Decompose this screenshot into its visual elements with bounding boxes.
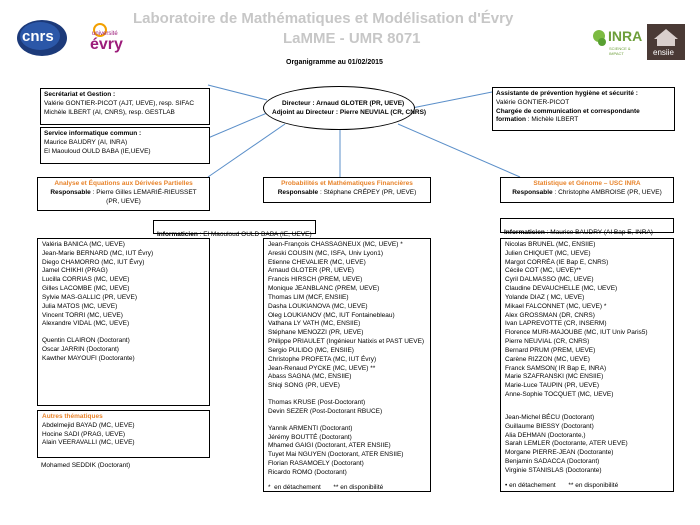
member: Vincent TORRI (MC, UEVE) [42, 311, 123, 319]
evry-logo: université évry [86, 20, 138, 60]
doctorant: Ricardo ROMO (Doctorant) [268, 468, 347, 476]
informaticien-left-box [153, 220, 316, 238]
autres-title: Autres thématiques [42, 413, 103, 420]
service-info-line: El Maouloud OULD BABA (IE,UEVE) [44, 147, 151, 155]
member: Carène RIZZON (MC, UEVE) [505, 355, 590, 363]
inra-logo: INRA SCIENCE & IMPACT [591, 24, 641, 58]
communication-name: : Michèle ILBERT [525, 116, 579, 124]
prevention-box [492, 87, 675, 131]
doctorant: Florian RASAMOELY (Doctorant) [268, 460, 364, 468]
informaticien-right-box [500, 218, 674, 236]
member: Nicolas BRUNEL (MC, ENSIIE) [505, 241, 596, 248]
member: Dasha LOUKIANOVA (MC, UEVE) [268, 302, 368, 310]
informaticien-right-label: Informaticien [504, 229, 545, 236]
doctorant: Jean-Michel BÉCU (Doctorant) [505, 413, 595, 421]
service-info-heading: Service informatique commun : [44, 130, 142, 137]
member: Jean-Renaud PYCKE (MC, UEVE) ** [268, 364, 376, 372]
member: Abdelmejid BAYAD (MC, UEVE) [42, 421, 135, 429]
doctorant: Quentin CLAIRON (Doctorant) [42, 337, 130, 345]
member: Julien CHIQUET (MC, UEVE) [505, 249, 591, 257]
secretariat-heading: Secrétariat et Gestion : [44, 91, 116, 98]
director-line: Directeur : Arnaud GLOTER (PR, UEVE) [282, 100, 405, 107]
member: Pierre NEUVIAL (CR, CNRS) [505, 338, 590, 346]
doctorant: Jérémy BOUTTÉ (Doctorant) [268, 433, 352, 441]
member: Philippe PRIAULET (Ingénieur Natixis et PAST UEVE) [268, 338, 425, 346]
autres-extra-member: Mohamed SEDDIK (Doctorant) [41, 462, 131, 469]
formation-label: formation [496, 116, 526, 124]
doctorant: Guillaume BIESSY (Doctorant) [505, 422, 594, 430]
member: Cécile COT (MC, UEVE)** [505, 267, 582, 275]
member: Claudine DEVAUCHELLE (MC, UEVE) [505, 285, 618, 293]
team-stat-box [500, 177, 674, 203]
team-proba-box [263, 177, 431, 203]
member: Anne-Sophie TOCQUET (MC, UEVE) [505, 391, 614, 399]
cnrs-logo: cnrs [16, 18, 68, 58]
member: Monique JEANBLANC (PREM, UEVE) [268, 285, 380, 293]
doctorant: Benjamin SADACCA (Doctorant) [505, 458, 600, 466]
doctorant: Morgane PIERRE-JEAN (Doctorante) [505, 449, 614, 457]
team-stat-resp: : Christophe AMBROISE (PR, UEVE) [552, 188, 662, 196]
member: Areski COUSIN (MC, ISFA, Univ Lyon1) [268, 249, 383, 257]
member: Yolande DIAZ ( MC, UEVE) [505, 293, 585, 301]
team-proba-title: Probabilités et Mathématiques Financières [281, 180, 413, 187]
status-legend: * en détachement ** en disponibilité [268, 483, 384, 491]
member: Vathana LY VATH (MC, ENSIIE) [268, 320, 361, 328]
team-stat-title: Statistique et Génome – USC INRA [533, 180, 641, 187]
service-info-box [40, 127, 210, 164]
deputy-director-line: Adjoint au Directeur : Pierre NEUVIAL (CR, CNRS) [272, 109, 427, 116]
member: Julia MATOS (MC, UEVE) [42, 302, 118, 310]
member: Stéphane MENOZZI (PR, UEVE) [268, 329, 364, 337]
member: Shiqi SONG (PR, UEVE) [268, 382, 340, 390]
member: Marie-Luce TAUPIN (PR, UEVE) [505, 382, 600, 390]
team-analyse-title: Analyse et Équations aux Dérivées Partielles [54, 180, 193, 187]
team-stat-resp-label: Responsable [512, 188, 553, 196]
member: Sylvie MAS-GALLIC (PR, UEVE) [42, 293, 137, 301]
team-analyse-box [37, 177, 210, 211]
informaticien-left-label: Informaticien [157, 231, 198, 238]
autres-thematiques-box [37, 410, 210, 458]
team-proba-members-box [263, 238, 431, 492]
lab-title: Laboratoire de Mathématiques et Modélisation d'Évry [133, 10, 514, 27]
doctorant: Tuyet Mai NGUYEN (Doctorant, ATER ENSIIE) [268, 451, 404, 459]
member: Christophe PROFETA (MC, IUT Évry) [268, 355, 377, 363]
secretariat-line: Michèle ILBERT (AI, CNRS), resp. GESTLAB [44, 108, 175, 116]
member: Bernard PRUM (PREM, UEVE) [505, 346, 596, 354]
doctorant: Sarah LEMLER (Doctorante, ATER UEVE) [505, 440, 628, 448]
member: Lucilla CORRIAS (MC, UEVE) [42, 276, 130, 284]
service-info-line: Maurice BAUDRY (AI, INRA) [44, 138, 128, 146]
prevention-name: Valérie GONTIER-PICOT [496, 98, 570, 106]
doctorant: Virginie STANISLAS (Doctorante) [505, 466, 602, 474]
prevention-heading: Assistante de prévention hygiène et sécurité : [496, 90, 638, 97]
member: Alexandre VIDAL (MC, UEVE) [42, 320, 130, 328]
org-date: Organigramme au 01/02/2015 [286, 59, 383, 66]
member: Abass SAGNA (MC, ENSIIE) [268, 373, 352, 381]
member: Diego CHAMORRO (MC, IUT Évry) [42, 258, 145, 266]
status-legend: • en détachement ** en disponibilité [505, 481, 619, 489]
team-analyse-resp: : Pierre Gilles LEMARIÉ-RIEUSSET [90, 188, 197, 196]
postdoc: Devin SEZER (Post-Doctorant RBUCE) [268, 407, 383, 415]
member: Franck SAMSON( IR Bap E, INRA) [505, 364, 607, 372]
secretariat-line: Valérie GONTIER-PICOT (AJT, UEVE), resp. SIFAC [44, 99, 195, 107]
team-proba-resp: : Stéphane CRÉPEY (PR, UEVE) [318, 188, 417, 196]
member: Valéria BANICA (MC, UEVE) [42, 241, 125, 248]
team-stat-members-box [500, 238, 674, 492]
ensiie-logo: ensiie [647, 24, 685, 60]
member: Gilles LACOMBE (MC, UEVE) [42, 285, 130, 293]
team-analyse-resp-status: (PR, UEVE) [106, 197, 141, 205]
member: Alain VEERAVALLI (MC, UEVE) [42, 439, 135, 447]
member: Oleg LOUKIANOV (MC, IUT Fontainebleau) [268, 311, 395, 319]
team-proba-resp-label: Responsable [277, 188, 319, 196]
member: Florence MURI-MAJOUBE (MC, IUT Univ Paris5) [505, 329, 648, 337]
member: Mikael FALCONNET (MC, UEVE) * [505, 302, 607, 310]
lab-subtitle: LaMME - UMR 8071 [283, 30, 421, 47]
member: Jean-Marie BERNARD (MC, IUT Évry) [42, 249, 154, 257]
director-ellipse [263, 86, 427, 130]
member: Margot CORRÉA (IE Bap E, CNRS) [505, 258, 609, 266]
team-analyse-resp-label: Responsable [50, 188, 91, 196]
member: Jean-François CHASSAGNEUX (MC, UEVE) * [268, 241, 403, 248]
member: Arnaud GLOTER (PR, UEVE) [268, 267, 354, 275]
informaticien-right-value: : Maurice BAUDRY (AI Bap E, INRA) [544, 229, 653, 236]
secretariat-box [40, 88, 210, 125]
member: Etienne CHEVALIER (MC, UEVE) [268, 258, 366, 266]
member: Thomas LIM (MCF, ENSIIE) [268, 293, 349, 301]
member: Francis HIRSCH (PREM, UEVE) [268, 276, 363, 284]
member: Cyril DALMASSO (MC, UEVE) [505, 276, 594, 284]
member: Hocine SADI (PRAG, UEVE) [42, 430, 126, 438]
informaticien-left-value: : El Maouloud OULD BABA (IE, UEVE) [197, 231, 312, 238]
communication-heading: Chargée de communication et correspondante [496, 107, 640, 115]
doctorant: Mhamed GAIGI (Doctorant, ATER ENSIIE) [268, 442, 391, 450]
member: Marie SZAFRANSKI (MC ENSIIE) [505, 373, 604, 381]
postdoc: Thomas KRUSE (Post-Doctorant) [268, 399, 366, 407]
doctorant: Oscar JARRIN (Doctorant) [42, 346, 119, 354]
member: Jamel CHIKHI (PRAG) [42, 267, 108, 275]
doctorant: Yannik ARMENTI (Doctorant) [268, 424, 353, 432]
member: Sergio PULIDO (MC, ENSIIE) [268, 346, 354, 354]
member: Alex GROSSMAN (DR, CNRS) [505, 311, 595, 319]
team-analyse-members-box [37, 238, 210, 406]
member: Ivan LAPREVOTTE (CR, INSERM) [505, 320, 607, 328]
doctorant: Kawther MAYOUFI (Doctorante) [42, 354, 135, 362]
doctorant: Alia DEHMAN (Doctorante,) [505, 431, 586, 439]
